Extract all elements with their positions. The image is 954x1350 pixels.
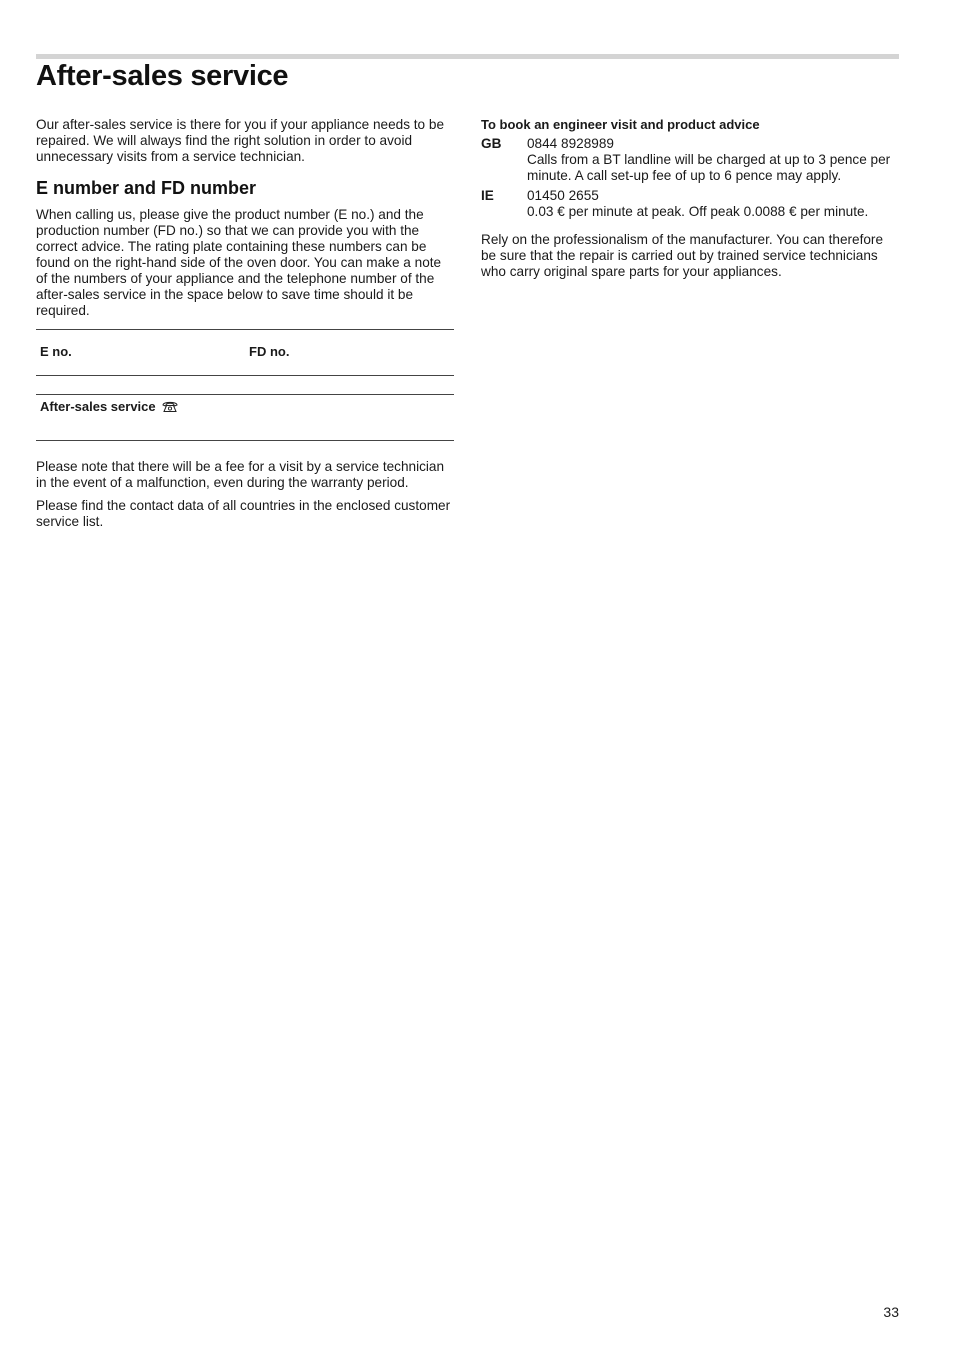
right-column	[481, 117, 901, 287]
fee-note: Please note that there will be a fee for a visit by a service technician in the event of a malfunction, even during the warranty period.	[36, 459, 445, 490]
page-title: After-sales service	[36, 60, 289, 92]
closing-paragraph: Rely on the professionalism of the manufacturer. You can therefore be sure that the repair is carried out by trained service technicians who carry original spare parts for your appliances.	[481, 232, 884, 279]
intro-paragraph: Our after-sales service is there for you if your appliance needs to be repaired. We will always find the right solution in order to avoid unnecessary visits from a service technician.	[36, 117, 445, 164]
country-entry-ie	[481, 188, 901, 220]
note-row-service	[36, 394, 454, 441]
country-code: GB	[481, 136, 502, 151]
country-details: 0.03 € per minute at peak. Off peak 0.0088 € per minute.	[527, 204, 869, 219]
telephone-icon	[161, 400, 179, 413]
note-table	[36, 329, 454, 441]
country-body	[527, 188, 901, 220]
booking-heading: To book an engineer visit and product advice	[481, 117, 760, 132]
e-no-label: E no.	[40, 344, 72, 359]
note-row-numbers	[36, 329, 454, 376]
service-label-wrap	[40, 399, 179, 414]
country-entry-gb	[481, 136, 901, 184]
section-heading: E number and FD number	[36, 178, 257, 198]
section-paragraph: When calling us, please give the product number (E no.) and the production number (FD no.) so that we can provide you with the correct advice. The rating plate containing these numbers can be found on the right-hand side of the oven door. You can make a note of the numbers of your appliance and the telephone number of the after-sales service in the space below to save time should it be required.	[36, 207, 442, 318]
left-column	[36, 117, 454, 537]
phone-number: 0844 8928989	[527, 136, 614, 151]
phone-number: 01450 2655	[527, 188, 599, 203]
country-details: Calls from a BT landline will be charged at up to 3 pence per minute. A call set-up fee of up to 6 pence may apply.	[527, 152, 891, 183]
service-label: After-sales service	[40, 399, 156, 414]
top-rule	[36, 54, 899, 59]
page-number: 33	[883, 1304, 899, 1320]
country-body	[527, 136, 901, 184]
country-code: IE	[481, 188, 494, 203]
contact-note: Please find the contact data of all countries in the enclosed customer service list.	[36, 498, 451, 529]
fd-no-label: FD no.	[249, 344, 290, 359]
